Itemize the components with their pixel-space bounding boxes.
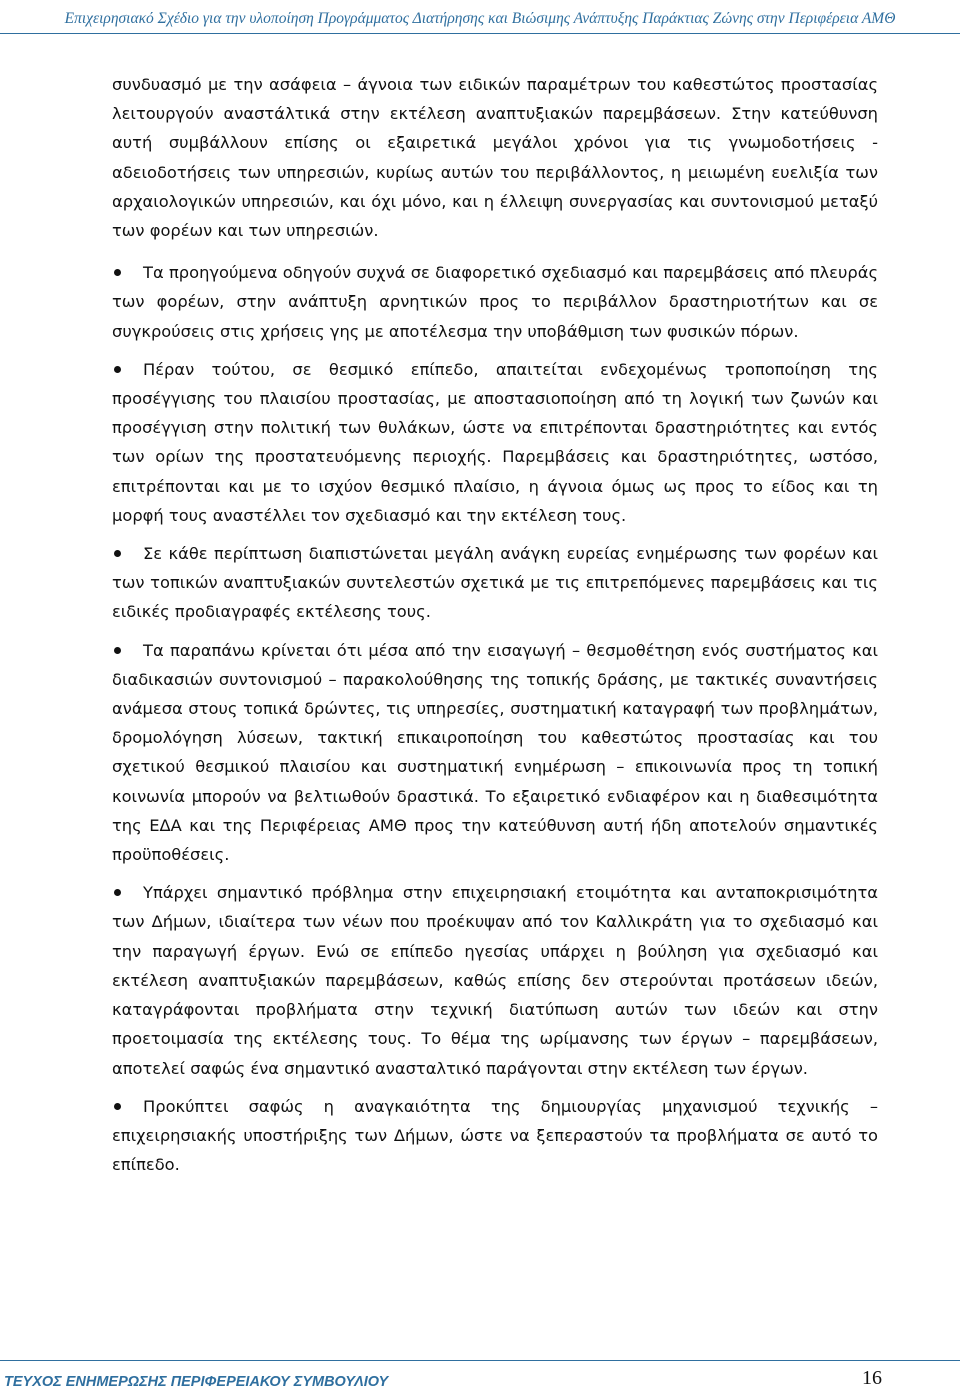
bullet-text: Πέραν τούτου, σε θεσμικό επίπεδο, απαιτείται ενδεχομένως τροποποίηση της προσέγγισης του πλαισίου προστασίας, με αποστασιοποίηση από τη λογική των ζωνών και προσέγγιση στην πολιτική των θυλάκων, ώστε να επιτρέπονται δραστηριότητες και εντός των ορίων της προστατευόμενης περιοχής. Παρεμβάσεις και δραστηριότητες, ωστόσο, επιτρέπονται και με το ισχύον θεσμικό πλαίσιο, η άγνοια όμως ως προς το είδος και τη μορφή τους αναστέλλει τον σχεδιασμό και την εκτέλεση τους. — [112, 359, 878, 525]
footer-divider — [0, 1360, 960, 1361]
bullet-item — [112, 258, 878, 346]
bullet-item — [112, 878, 878, 1082]
bullet-item — [112, 355, 878, 530]
bullet-icon — [114, 550, 121, 557]
header-divider — [0, 33, 960, 34]
bullet-icon — [114, 366, 121, 373]
bullet-item — [112, 539, 878, 627]
bullet-icon — [114, 269, 121, 276]
bullet-icon — [114, 1103, 121, 1110]
document-body — [112, 70, 878, 1179]
bullet-icon — [114, 889, 121, 896]
footer-title: ΤΕΥΧΟΣ ΕΝΗΜΕΡΩΣΗΣ ΠΕΡΙΦΕΡΕΙΑΚΟΥ ΣΥΜΒΟΥΛΙΟΥ — [4, 1374, 389, 1390]
bullet-item — [112, 1092, 878, 1180]
bullet-icon — [114, 647, 121, 654]
bullet-text: Τα προηγούμενα οδηγούν συχνά σε διαφορετικό σχεδιασμό και παρεμβάσεις από πλευράς των φορέων, στην ανάπτυξη αρνητικών προς το περιβάλλον δραστηριοτήτων και σε συγκρούσεις στις χρήσεις γης με αποτέλεσμα την υποβάθμιση των φυσικών πόρων. — [112, 263, 878, 341]
running-header: Επιχειρησιακό Σχέδιο για την υλοποίηση Προγράμματος Διατήρησης και Βιώσιμης Ανάπτυξης Παράκτιας Ζώνης στην Περιφέρεια ΑΜΘ — [64, 10, 896, 27]
bullet-item — [112, 636, 878, 870]
bullet-text: Υπάρχει σημαντικό πρόβλημα στην επιχειρησιακή ετοιμότητα και ανταποκρισιμότητα των Δήμων, ιδιαίτερα των νέων που προέκυψαν από τον Καλλικράτη για το σχεδιασμό και την παραγωγή έργων. Ενώ σε επίπεδο ηγεσίας υπάρχει η βούληση για σχεδιασμό και εκτέλεση αναπτυξιακών παρεμβάσεων, καθώς επίσης δεν στερούνται προτάσεων ιδεών, καταγράφονται προβλήματα στην τεχνική διατύπωση αυτών των ιδεών και στην προετοιμασία της εκτέλεσης τους. Το θέμα της ωρίμανσης των έργων – παρεμβάσεων, αποτελεί σαφώς ένα σημαντικό ανασταλτικό παράγονται στην εκτέλεση των έργων. — [112, 883, 878, 1078]
bullet-text: Σε κάθε περίπτωση διαπιστώνεται μεγάλη ανάγκη ευρείας ενημέρωσης των φορέων και των τοπικών αναπτυξιακών συντελεστών σχετικά με τις επιτρεπόμενες παρεμβάσεις και τις ειδικές προδιαγραφές εκτέλεσης τους. — [112, 544, 878, 622]
bullet-text: Προκύπτει σαφώς η αναγκαιότητα της δημιουργίας μηχανισμού τεχνικής – επιχειρησιακής υποστήριξης των Δήμων, ώστε να ξεπεραστούν τα προβλήματα σε αυτό το επίπεδο. — [112, 1096, 878, 1175]
intro-paragraph: συνδυασμό με την ασάφεια – άγνοια των ειδικών παραμέτρων του καθεστώτος προστασίας λειτουργούν αναστάλτικά στην εκτέλεση αναπτυξιακών παρεμβάσεων. Στην κατεύθυνση αυτή συμβάλλουν επίσης οι εξαιρετικά μεγάλοι χρόνοι για τις γνωμοδοτήσεις - αδειοδοτήσεις των υπηρεσιών, κυρίως αυτών του περιβάλλοντος, η μειωμένη ευελιξία των αρχαιολογικών υπηρεσιών, και όχι μόνο, και η έλλειψη συνεργασίας και συντονισμού μεταξύ των φορέων και των υπηρεσιών. — [112, 75, 878, 241]
bullet-text: Τα παραπάνω κρίνεται ότι μέσα από την εισαγωγή – θεσμοθέτηση ενός συστήματος και διαδικασιών συντονισμού – παρακολούθησης της τοπικής δράσης, με τακτικές συναντήσεις ανάμεσα στους τοπικά δρώντες, τις υπηρεσίες, συστηματική καταγραφή των προβλημάτων, δρομολόγηση λύσεων, τακτική επικαιροποίηση του καθεστώτος προστασίας και του σχετικού θεσμικού πλαισίου και συστηματική ενημέρωση – επικοινωνία προς τη τοπική κοινωνία μπορούν να βελτιωθούν δραστικά. Το εξαιρετικό ενδιαφέρον και η διαθεσιμότητα της ΕΔΑ και της Περιφέρειας ΑΜΘ προς την κατεύθυνση αυτή ήδη αποτελούν σημαντικές προϋποθέσεις. — [112, 640, 878, 865]
page-number: 16 — [862, 1367, 882, 1389]
